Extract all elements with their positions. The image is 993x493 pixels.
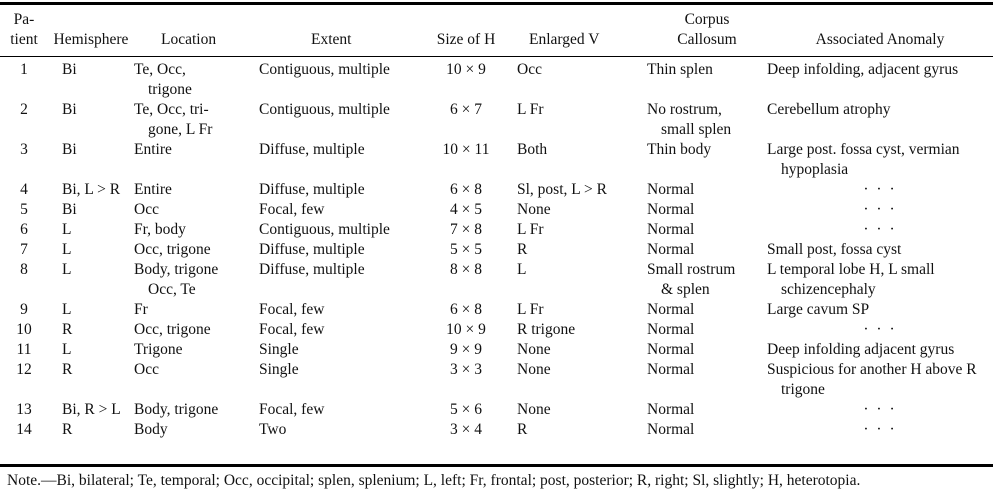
cell-location: Te, Occ, tri- gone, L Fr [134, 101, 213, 138]
cell-corpus-callosum: Normal [647, 221, 695, 238]
table-row [0, 300, 993, 320]
cell-patient: 1 [20, 61, 28, 78]
cell-patient: 11 [16, 341, 32, 358]
cell-patient: 5 [20, 201, 28, 218]
cell-location: Te, Occ, trigone [134, 61, 192, 98]
cell-patient: 9 [20, 301, 28, 318]
cell-size: 10 × 9 [446, 321, 486, 338]
cell-size: 9 × 9 [450, 341, 482, 358]
cell-hemisphere: L [62, 241, 72, 258]
cell-enlarged-ventricle: Both [517, 141, 548, 158]
table-row [0, 320, 993, 340]
cell-corpus-callosum: Normal [647, 301, 695, 318]
cell-associated-anomaly: Suspicious for another H above R trigone [767, 361, 977, 398]
cell-enlarged-ventricle: None [517, 361, 551, 378]
table-row [0, 260, 993, 300]
cell-enlarged-ventricle: Sl, post, L > R [517, 181, 607, 198]
cell-patient: 12 [16, 361, 32, 378]
cell-hemisphere: Bi, R > L [62, 401, 121, 418]
cell-size: 6 × 8 [450, 181, 482, 198]
table-body [0, 54, 993, 440]
table-row [0, 100, 993, 140]
cell-associated-anomaly: · · · [863, 401, 897, 418]
cell-extent: Diffuse, multiple [259, 181, 365, 198]
cell-patient: 6 [20, 221, 28, 238]
cell-associated-anomaly: · · · [863, 201, 897, 218]
cell-size: 8 × 8 [450, 261, 482, 278]
cell-corpus-callosum: Normal [647, 361, 695, 378]
header-size: Size of H [436, 31, 496, 48]
cell-associated-anomaly: Cerebellum atrophy [767, 101, 891, 118]
cell-hemisphere: R [62, 321, 73, 338]
cell-location: Trigone [134, 341, 183, 358]
cell-corpus-callosum: Normal [647, 201, 695, 218]
cell-hemisphere: R [62, 421, 73, 438]
cell-associated-anomaly: Large cavum SP [767, 301, 870, 318]
cell-extent: Single [259, 341, 299, 358]
cell-corpus-callosum: Normal [647, 181, 695, 198]
cell-size: 6 × 7 [450, 101, 482, 118]
cell-extent: Focal, few [259, 401, 325, 418]
cell-hemisphere: L [62, 261, 72, 278]
cell-enlarged-ventricle: None [517, 201, 551, 218]
cell-enlarged-ventricle: L Fr [517, 221, 544, 238]
cell-enlarged-ventricle: None [517, 401, 551, 418]
cell-hemisphere: Bi [62, 201, 77, 218]
cell-hemisphere: L [62, 221, 72, 238]
cell-patient: 13 [16, 401, 32, 418]
cell-associated-anomaly: Small post, fossa cyst [767, 241, 902, 258]
cell-extent: Diffuse, multiple [259, 241, 365, 258]
cell-patient: 8 [20, 261, 28, 278]
cell-location: Entire [134, 141, 172, 158]
table-row [0, 400, 993, 420]
cell-enlarged-ventricle: R [517, 241, 528, 258]
cell-enlarged-ventricle: None [517, 341, 551, 358]
cell-extent: Diffuse, multiple [259, 141, 365, 158]
cell-corpus-callosum: Normal [647, 321, 695, 338]
cell-corpus-callosum: Normal [647, 341, 695, 358]
cell-enlarged-ventricle: Occ [517, 61, 542, 78]
header-patient: Pa- tient [10, 11, 38, 48]
cell-extent: Contiguous, multiple [259, 221, 390, 238]
cell-hemisphere: R [62, 361, 73, 378]
cell-size: 3 × 4 [450, 421, 482, 438]
cell-extent: Single [259, 361, 299, 378]
cell-associated-anomaly: · · · [863, 221, 897, 238]
header-hemisphere: Hemisphere [53, 31, 129, 48]
cell-associated-anomaly: · · · [863, 321, 897, 338]
cell-corpus-callosum: No rostrum, small splen [647, 101, 732, 138]
cell-corpus-callosum: Normal [647, 421, 695, 438]
header-associated-anomaly: Associated Anomaly [815, 31, 945, 48]
cell-location: Entire [134, 181, 172, 198]
cell-patient: 3 [20, 141, 28, 158]
header-location: Location [161, 31, 217, 48]
cell-associated-anomaly: Deep infolding adjacent gyrus [767, 341, 955, 358]
cell-extent: Two [259, 421, 287, 438]
cell-hemisphere: Bi [62, 101, 77, 118]
cell-size: 4 × 5 [450, 201, 482, 218]
cell-patient: 14 [16, 421, 32, 438]
table-row [0, 360, 993, 400]
cell-corpus-callosum: Thin splen [647, 61, 713, 78]
table-row [0, 140, 993, 180]
cell-enlarged-ventricle: L [517, 261, 527, 278]
cell-corpus-callosum: Normal [647, 401, 695, 418]
cell-location: Occ, trigone [134, 321, 211, 338]
cell-location: Fr, body [134, 221, 186, 238]
cell-hemisphere: L [62, 301, 72, 318]
cell-size: 10 × 9 [446, 61, 486, 78]
cell-extent: Focal, few [259, 201, 325, 218]
cell-location: Occ, trigone [134, 241, 211, 258]
table-row [0, 54, 993, 100]
table-note: Note.—Bi, bilateral; Te, temporal; Occ, occipital; splen, splenium; L, left; Fr, frontal; post, posterior; R, right; Sl, slightly; H, heterotopia. [7, 472, 861, 489]
cell-hemisphere: Bi [62, 61, 77, 78]
header-extent: Extent [311, 31, 352, 48]
cell-location: Fr [134, 301, 148, 318]
cell-extent: Contiguous, multiple [259, 101, 390, 118]
header-enlarged: Enlarged V [529, 31, 600, 48]
table-row [0, 420, 993, 440]
cell-associated-anomaly: · · · [863, 181, 897, 198]
cell-location: Body, trigone [134, 401, 219, 418]
bottom-rule [0, 464, 993, 467]
cell-patient: 7 [20, 241, 28, 258]
cell-hemisphere: Bi [62, 141, 77, 158]
cell-extent: Contiguous, multiple [259, 61, 390, 78]
cell-patient: 2 [20, 101, 28, 118]
cell-location: Occ [134, 361, 159, 378]
cell-associated-anomaly: L temporal lobe H, L small schizencephaly [767, 261, 935, 298]
cell-corpus-callosum: Thin body [647, 141, 712, 158]
cell-size: 7 × 8 [450, 221, 482, 238]
cell-enlarged-ventricle: R [517, 421, 528, 438]
table-row [0, 180, 993, 200]
cell-location: Occ [134, 201, 159, 218]
table-row [0, 340, 993, 360]
cell-location: Body, trigone Occ, Te [134, 261, 219, 298]
cell-size: 3 × 3 [450, 361, 482, 378]
cell-patient: 10 [16, 321, 32, 338]
cell-associated-anomaly: Deep infolding, adjacent gyrus [767, 61, 959, 78]
cell-hemisphere: Bi, L > R [62, 181, 121, 198]
cell-extent: Focal, few [259, 301, 325, 318]
cell-size: 6 × 8 [450, 301, 482, 318]
cell-hemisphere: L [62, 341, 72, 358]
cell-enlarged-ventricle: L Fr [517, 301, 544, 318]
cell-associated-anomaly: Large post. fossa cyst, vermian hypoplasia [767, 141, 960, 178]
cell-corpus-callosum: Small rostrum & splen [647, 261, 736, 298]
header-row [0, 5, 993, 54]
table-row [0, 200, 993, 220]
cell-extent: Diffuse, multiple [259, 261, 365, 278]
header-corpus-callosum: Corpus Callosum [677, 11, 737, 48]
cell-size: 5 × 6 [450, 401, 482, 418]
cell-size: 5 × 5 [450, 241, 482, 258]
cell-enlarged-ventricle: R trigone [517, 321, 576, 338]
cell-patient: 4 [20, 181, 28, 198]
table-row [0, 240, 993, 260]
data-table [0, 5, 993, 440]
cell-associated-anomaly: · · · [863, 421, 897, 438]
cell-location: Body [134, 421, 168, 438]
table-row [0, 220, 993, 240]
cell-extent: Focal, few [259, 321, 325, 338]
cell-size: 10 × 11 [442, 141, 490, 158]
cell-corpus-callosum: Normal [647, 241, 695, 258]
cell-enlarged-ventricle: L Fr [517, 101, 544, 118]
